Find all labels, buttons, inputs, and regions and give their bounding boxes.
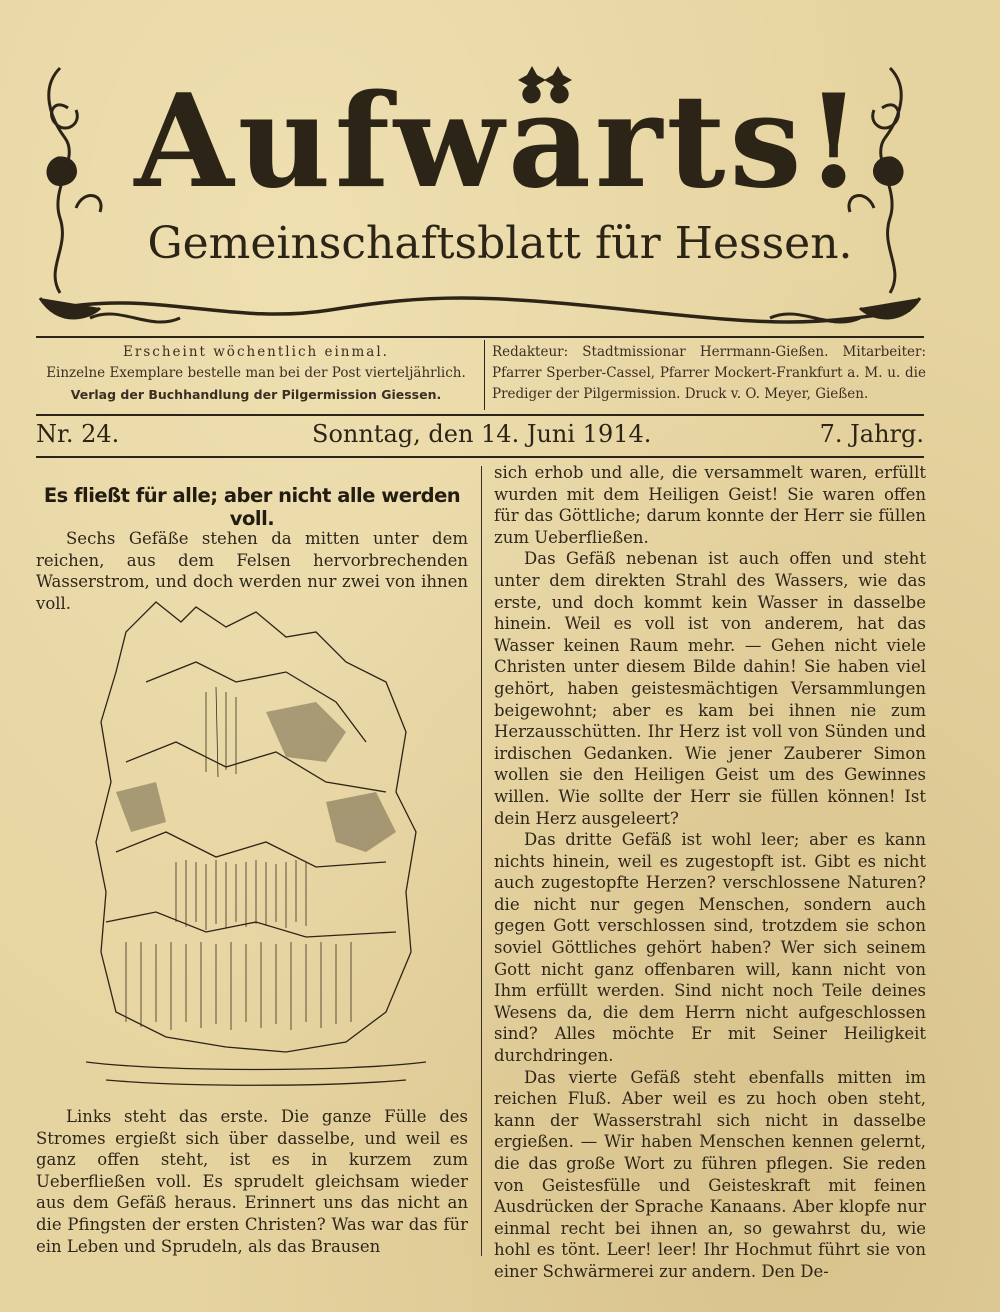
column-divider <box>481 466 482 1256</box>
dateline-rule-bottom <box>36 456 924 458</box>
paragraph-first-vessel: Links steht das erste. Die ganze Fülle des Stromes ergießt sich über dasselbe, und weil es ganz offen steht, ist es in kurzem zum Ueberfließen voll. Es sprudelt gleichsam wieder aus dem Gefäß heraus. Erinnert uns das nicht an die Pfingsten der ersten Christen? Was war das für ein Leben und Sprudeln, als das Brausen <box>36 1107 468 1256</box>
article-right-column <box>494 462 926 1283</box>
top-rule <box>36 336 924 338</box>
article-left-bottom <box>36 1106 468 1257</box>
dateline-rule-top <box>36 414 924 416</box>
article-intro: Sechs Gefäße stehen da mitten unter dem reichen, aus dem Felsen hervorbrechenden Wasserstrom, und doch werden nur zwei von ihnen voll. <box>36 529 468 613</box>
waterfall-illustration <box>86 592 426 1092</box>
volume-year: 7. Jahrg. <box>819 420 924 448</box>
issue-number: Nr. 24. <box>36 420 120 448</box>
issue-date: Sonntag, den 14. Juni 1914. <box>312 420 652 448</box>
paragraph-continuation: sich erhob und alle, die versammelt waren, erfüllt wurden mit dem Heiligen Geist! Sie waren offen für das Göttliche; darum konnte der Herr sie füllen zum Ueberfließen. <box>494 463 926 547</box>
paragraph-fourth-vessel: Das vierte Gefäß steht ebenfalls mitten im reichen Fluß. Aber weil es zu hoch oben steht, kann der Wasserstrahl sich nicht in dasselbe ergießen. — Wir haben Menschen kennen gelernt, die das große Wort zu führen pflegen. Sie reden von Geistesfülle und Geisteskraft mit feinen Ausdrücken der Sprache Kanaans. Aber klopfe nur einmal recht bei ihnen an, so gewahrst du, wie hohl es tönt. Leer! leer! Ihr Hochmut führt sie von einer Schwärmerei zur andern. Den De- <box>494 1067 926 1281</box>
masthead-subtitle: Gemeinschaftsblatt für Hessen. <box>147 218 853 269</box>
masthead <box>30 48 930 338</box>
article-headline: Es fließt für alle; aber nicht alle werden voll. <box>43 484 461 530</box>
info-subscription: Einzelne Exemplare bestelle man bei der Post vierteljährlich. <box>46 365 466 381</box>
info-frequency: Erscheint wöchentlich einmal. <box>123 344 389 360</box>
masthead-title: Aufwärts! <box>134 67 866 217</box>
info-divider <box>484 340 485 410</box>
info-publisher: Verlag der Buchhandlung der Pilgermission Giessen. <box>70 387 442 402</box>
publication-info <box>36 342 476 405</box>
editorial-info: Redakteur: Stadtmissionar Herrmann-Gießen. Mitarbeiter: Pfarrer Sperber-Cassel, Pfarrer Mockert-Frankfurt a. M. u. die Prediger der Pilgermission. Druck v. O. Meyer, Gießen. <box>492 344 926 402</box>
dateline <box>36 418 924 454</box>
paragraph-second-vessel: Das Gefäß nebenan ist auch offen und steht unter dem direkten Strahl des Wassers, wie das erste, und doch kommt kein Wasser in dasselbe hinein. Weil es voll ist von anderem, hat das Wasser keinen Raum mehr. — Gehen nicht viele Christen unter diesem Bilde dahin! Sie haben viel gehört, haben geistesmächtigen Versammlungen beigewohnt; aber es kam bei ihnen nie zum Herzausschütten. Ihr Herz ist voll von Sünden und irdischen Gedanken. Wie jener Zauberer Simon wollen sie den Heiligen Geist um des Gewinnes willen. Wie sollte der Herr sie füllen können! Ist dein Herz ausgeleert? <box>494 549 926 828</box>
paragraph-third-vessel: Das dritte Gefäß ist wohl leer; aber es kann nichts hinein, weil es zugestopft ist. Gibt es nicht auch zugestopfte Herzen? verschlossene Naturen? die nicht nur gegen Menschen, sondern auch gegen Gott verschlossen sind, trotzdem sie schon soviel Göttliches gehört haben? Wer sich seinem Gott nicht ganz offenbaren will, kann nicht von Ihm erfüllt werden. Sind nicht noch Teile deines Wesens da, die dem Herrn nicht aufgeschlossen sind? Alles möchte Er mit Seiner Heiligkeit durchdringen. <box>494 830 926 1066</box>
